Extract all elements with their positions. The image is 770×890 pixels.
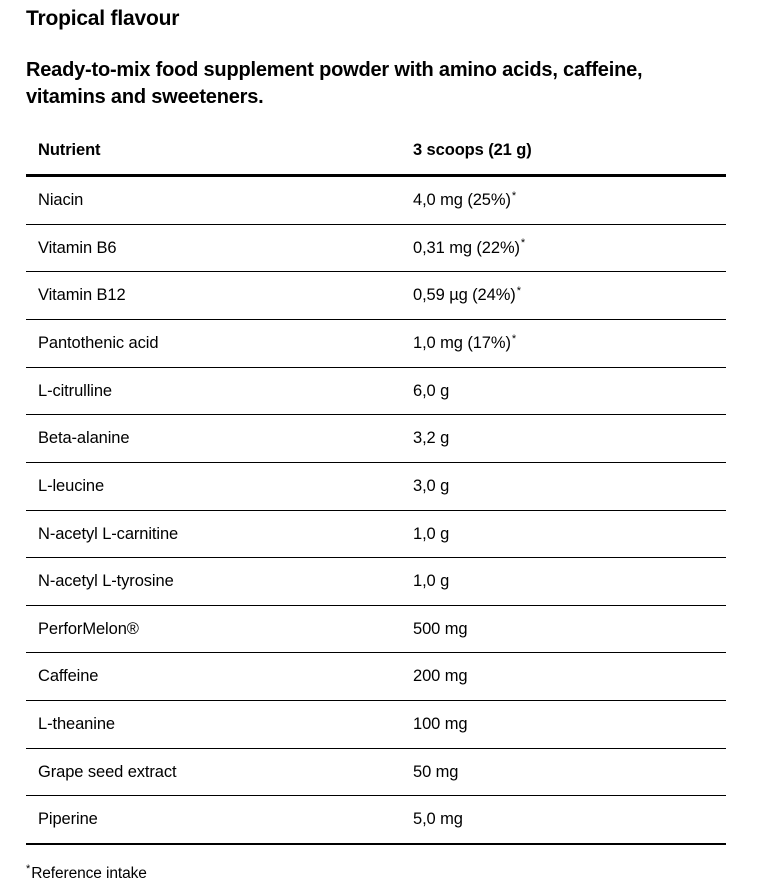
- amount-value: 1,0 g: [413, 572, 450, 591]
- footnote: [26, 862, 744, 883]
- cell-nutrient: PerforMelon®: [26, 605, 401, 653]
- table-row: [26, 320, 726, 368]
- amount-value: 6,0 g: [413, 381, 450, 400]
- cell-nutrient: Beta-alanine: [26, 415, 401, 463]
- cell-amount: [401, 176, 726, 225]
- table-body: [26, 176, 726, 844]
- reference-intake-marker: *: [511, 189, 517, 202]
- reference-intake-marker: *: [516, 284, 521, 297]
- cell-amount: [401, 605, 726, 653]
- cell-amount: [401, 796, 726, 844]
- table-row: [26, 367, 726, 415]
- table-row: [26, 462, 726, 510]
- amount-value: 1,0 g: [413, 524, 450, 543]
- footnote-star: *: [26, 862, 31, 875]
- cell-amount: [401, 748, 726, 796]
- amount-value: 1,0 mg (17%): [413, 334, 511, 353]
- amount-value: 100 mg: [413, 715, 468, 734]
- footnote-text: Reference intake: [31, 864, 147, 882]
- cell-amount: [401, 272, 726, 320]
- table-row: [26, 796, 726, 844]
- table-row: [26, 224, 726, 272]
- cell-nutrient: Grape seed extract: [26, 748, 401, 796]
- nutrition-table: [26, 141, 726, 845]
- amount-value: 0,59 µg (24%): [413, 286, 516, 305]
- table-row: [26, 605, 726, 653]
- amount-value: 0,31 mg (22%): [413, 238, 520, 257]
- amount-value: 3,2 g: [413, 429, 450, 448]
- amount-value: 4,0 mg (25%): [413, 191, 511, 210]
- amount-value: 5,0 mg: [413, 810, 463, 829]
- table-row: [26, 510, 726, 558]
- cell-nutrient: Niacin: [26, 176, 401, 225]
- cell-nutrient: Piperine: [26, 796, 401, 844]
- amount-value: 200 mg: [413, 667, 468, 686]
- cell-amount: [401, 558, 726, 606]
- table-row: [26, 415, 726, 463]
- table-row: [26, 701, 726, 749]
- cell-nutrient: L-theanine: [26, 701, 401, 749]
- cell-amount: [401, 224, 726, 272]
- reference-intake-marker: *: [520, 237, 526, 250]
- cell-nutrient: Caffeine: [26, 653, 401, 701]
- cell-amount: [401, 462, 726, 510]
- table-header: [26, 141, 726, 176]
- cell-nutrient: N-acetyl L-carnitine: [26, 510, 401, 558]
- column-header-amount: 3 scoops (21 g): [401, 141, 726, 176]
- cell-amount: [401, 415, 726, 463]
- amount-value: 50 mg: [413, 762, 459, 781]
- cell-nutrient: L-leucine: [26, 462, 401, 510]
- cell-nutrient: Vitamin B12: [26, 272, 401, 320]
- table-row: [26, 272, 726, 320]
- table-header-row: [26, 141, 726, 176]
- reference-intake-marker: *: [511, 332, 517, 345]
- cell-nutrient: Pantothenic acid: [26, 320, 401, 368]
- cell-amount: [401, 367, 726, 415]
- cell-nutrient: Vitamin B6: [26, 224, 401, 272]
- cell-amount: [401, 320, 726, 368]
- table-row: [26, 176, 726, 225]
- cell-nutrient: N-acetyl L-tyrosine: [26, 558, 401, 606]
- flavour-title: Tropical flavour: [26, 7, 180, 30]
- cell-amount: [401, 701, 726, 749]
- cell-nutrient: L-citrulline: [26, 367, 401, 415]
- table-row: [26, 558, 726, 606]
- cell-amount: [401, 653, 726, 701]
- cell-amount: [401, 510, 726, 558]
- product-description: Ready-to-mix food supplement powder with amino acids, caffeine, vitamins and sweeteners.: [26, 59, 643, 109]
- amount-value: 500 mg: [413, 619, 468, 638]
- table-row: [26, 748, 726, 796]
- column-header-nutrient: Nutrient: [26, 141, 401, 176]
- amount-value: 3,0 g: [413, 476, 450, 495]
- table-row: [26, 653, 726, 701]
